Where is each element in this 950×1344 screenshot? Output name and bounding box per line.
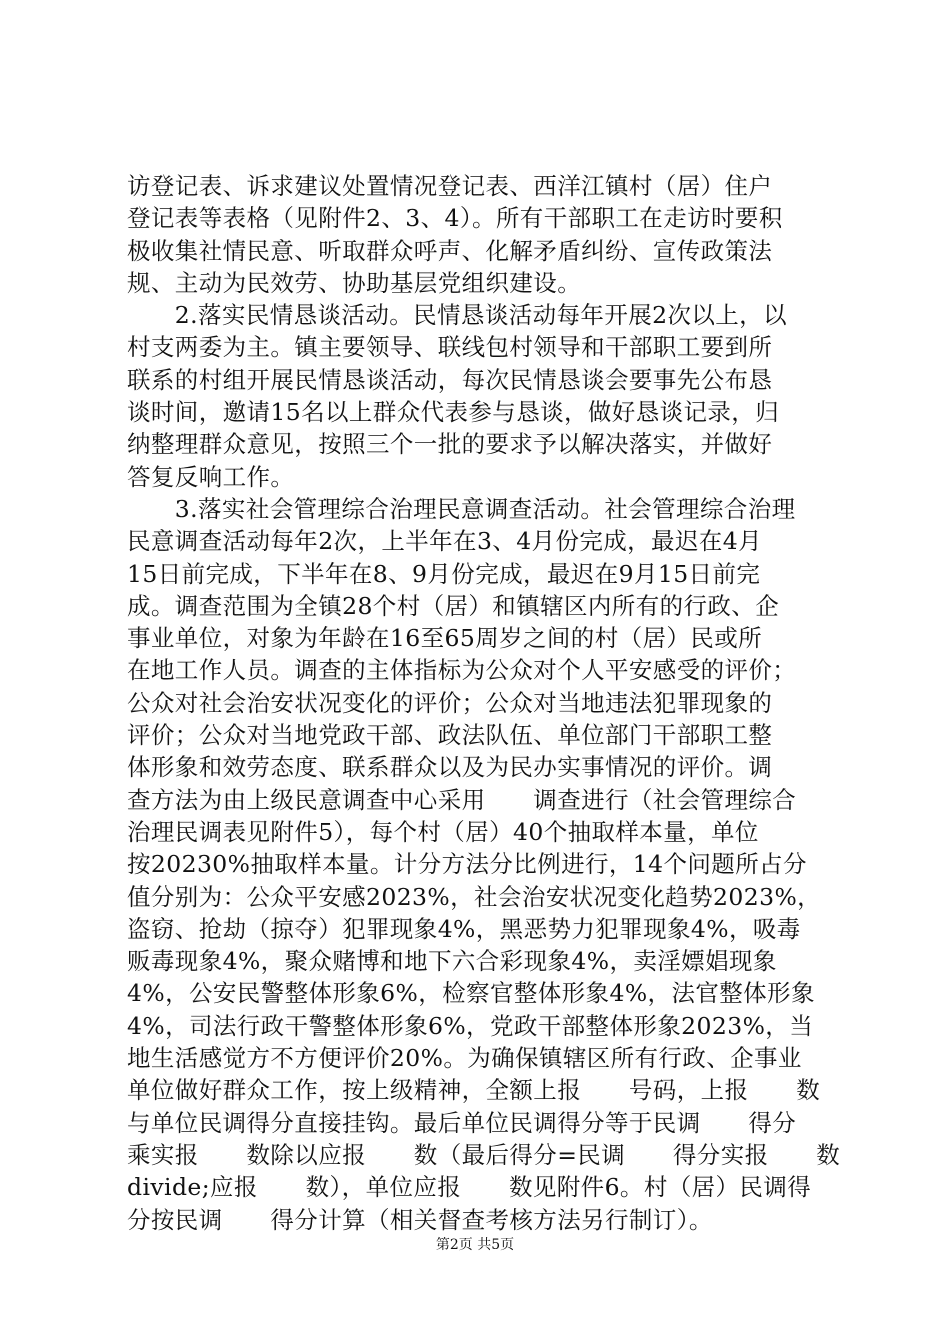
text-line: 治理民调表见附件5），每个村（居）40个抽取样本量，单位 <box>127 817 759 846</box>
text-line: 2.落实民情恳谈活动。民情恳谈活动每年开展2次以上，以 <box>127 301 787 330</box>
text-line: 体形象和效劳态度、联系群众以及为民办实事情况的评价。调 <box>127 753 773 782</box>
text-line: 值分别为：公众平安感2023%，社会治安状况变化趋势2023%， <box>127 882 822 911</box>
text-line: 公众对社会治安状况变化的评价；公众对当地违法犯罪现象的 <box>127 688 773 717</box>
text-line: 4%，司法行政干警整体形象6%，党政干部整体形象2023%，当 <box>127 1011 814 1040</box>
text-line: 贩毒现象4%，聚众赌博和地下六合彩现象4%，卖淫嫖娼现象 <box>127 947 777 976</box>
text-line: 15日前完成，下半年在8、9月份完成，最迟在9月15日前完 <box>127 559 761 588</box>
text-line: 村支两委为主。镇主要领导、联线包村领导和干部职工要到所 <box>127 333 773 362</box>
page-number: 第2页 共5页 <box>435 1237 515 1253</box>
text-line: 查方法为由上级民意调查中心采用 调查进行（社会管理综合 <box>127 785 797 814</box>
text-line: 乘实报 数除以应报 数（最后得分=民调 得分实报 数 <box>127 1140 841 1169</box>
text-line: 规、主动为民效劳、协助基层党组织建设。 <box>127 268 582 297</box>
text-line: 联系的村组开展民情恳谈活动，每次民情恳谈会要事先公布恳 <box>127 365 773 394</box>
text-line: 极收集社情民意、听取群众呼声、化解矛盾纠纷、宣传政策法 <box>127 236 773 265</box>
text-line: 纳整理群众意见，按照三个一批的要求予以解决落实，并做好 <box>127 430 773 459</box>
text-line: 事业单位，对象为年龄在16至65周岁之间的村（居）民或所 <box>127 624 763 653</box>
text-line: 登记表等表格（见附件2、3、4）。所有干部职工在走访时要积 <box>127 204 783 233</box>
text-line: divide;应报 数），单位应报 数见附件6。村（居）民调得 <box>127 1173 812 1202</box>
text-line: 3.落实社会管理综合治理民意调查活动。社会管理综合治理 <box>127 494 796 523</box>
text-line: 与单位民调得分直接挂钩。最后单位民调得分等于民调 得分 <box>127 1108 797 1137</box>
text-line: 在地工作人员。调查的主体指标为公众对个人平安感受的评价； <box>127 656 797 685</box>
text-line: 按20230%抽取样本量。计分方法分比例进行，14个问题所占分 <box>127 850 807 879</box>
text-line: 民意调查活动每年2次，上半年在3、4月份完成，最迟在4月 <box>127 527 763 556</box>
page-footer <box>0 1236 950 1254</box>
body-text <box>127 170 839 1236</box>
text-line: 答复反响工作。 <box>127 462 295 491</box>
text-line: 4%，公安民警整体形象6%，检察官整体形象4%，法官整体形象 <box>127 979 815 1008</box>
text-line: 评价；公众对当地党政干部、政法队伍、单位部门干部职工整 <box>127 721 773 750</box>
text-line: 单位做好群众工作，按上级精神，全额上报 号码，上报 数 <box>127 1076 821 1105</box>
text-line: 盗窃、抢劫（掠夺）犯罪现象4%，黑恶势力犯罪现象4%，吸毒 <box>127 914 801 943</box>
text-line: 成。调查范围为全镇28个村（居）和镇辖区内所有的行政、企 <box>127 591 780 620</box>
text-line: 访登记表、诉求建议处置情况登记表、西洋江镇村（居）住户 <box>127 172 773 200</box>
text-line: 分按民调 得分计算（相关督查考核方法另行制订）。 <box>127 1205 713 1234</box>
text-line: 地生活感觉方不方便评价20%。为确保镇辖区所有行政、企事业 <box>127 1044 802 1073</box>
text-line: 谈时间，邀请15名以上群众代表参与恳谈，做好恳谈记录，归 <box>127 398 780 427</box>
